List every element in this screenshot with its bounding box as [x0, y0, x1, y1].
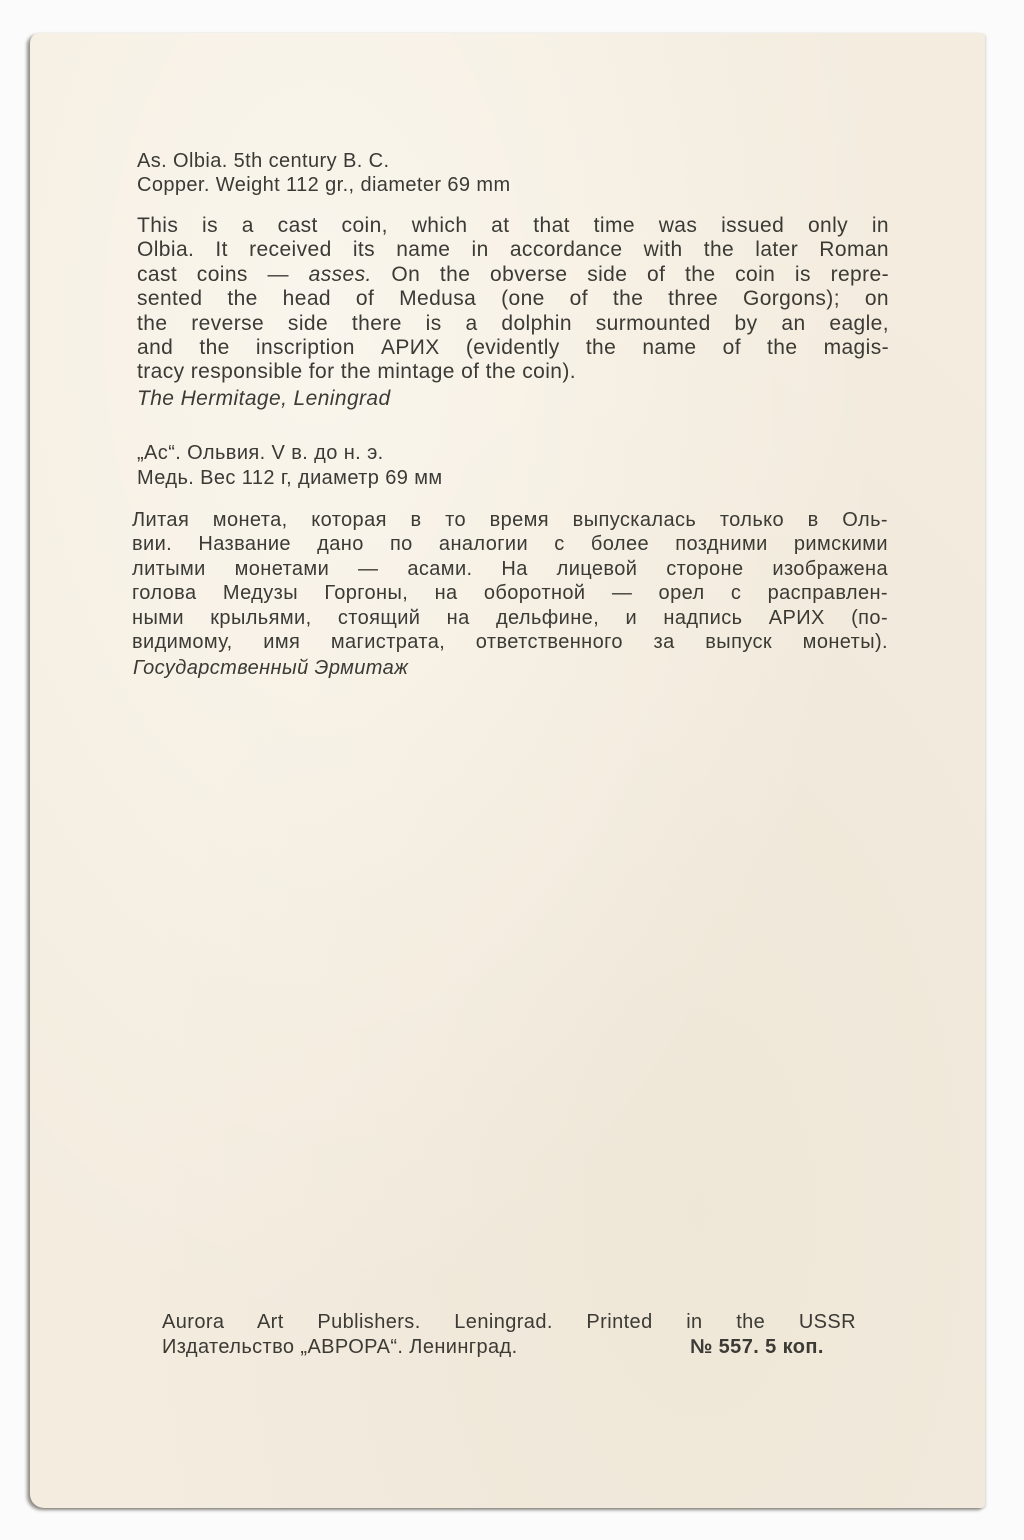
english-line-4: sented the head of Medusa (one of the three Gorgons); on	[137, 287, 889, 311]
english-line-5: the reverse side there is a dolphin surmounted by an eagle,	[137, 311, 889, 335]
russian-title: „Ас“. Ольвия. V в. до н. э.	[137, 442, 384, 464]
english-line-2: Olbia. It received its name in accordance with the later Roman	[137, 238, 889, 262]
russian-line-2: вии. Название дано по аналогии с более поздними римскими	[132, 533, 888, 556]
russian-line-5: ными крыльями, стоящий на дельфине, и надпись АРИХ (по-	[132, 606, 888, 629]
english-description	[137, 214, 889, 385]
catalog-number-price: № 557. 5 коп.	[690, 1336, 824, 1358]
russian-museum: Государственный Эрмитаж	[133, 657, 409, 679]
english-line-3	[137, 263, 889, 287]
russian-line-1: Литая монета, которая в то время выпускалась только в Оль-	[132, 509, 888, 531]
russian-line-3: литыми монетами — асами. На лицевой стороне изображена	[132, 557, 888, 580]
publisher-russian: Издательство „АВРОРА“. Ленинград.	[162, 1336, 518, 1358]
english-term-asses: asses.	[308, 262, 372, 286]
english-museum: The Hermitage, Leningrad	[137, 387, 391, 410]
russian-material: Медь. Вес 112 г, диаметр 69 мм	[137, 467, 443, 489]
english-title: As. Olbia. 5th century B. C.	[137, 150, 390, 172]
english-line-1: This is a cast coin, which at that time was issued only in	[137, 214, 889, 237]
english-line-6: and the inscription АРИХ (evidently the name of the magis-	[137, 335, 889, 359]
english-material: Copper. Weight 112 gr., diameter 69 mm	[137, 174, 511, 196]
russian-line-4: голова Медузы Горгоны, на оборотной — орел с расправлен-	[132, 582, 888, 605]
english-line-7: tracy responsible for the mintage of the coin).	[137, 360, 577, 384]
english-line-3-prefix: cast coins —	[137, 262, 309, 286]
publisher-english: Aurora Art Publishers. Leningrad. Printed in the USSR	[162, 1311, 856, 1333]
russian-description	[132, 508, 888, 654]
english-line-3-rest: On the obverse side of the coin is repre-	[391, 262, 889, 286]
russian-line-6: видимому, имя магистрата, ответственного за выпуск монеты).	[132, 630, 888, 653]
